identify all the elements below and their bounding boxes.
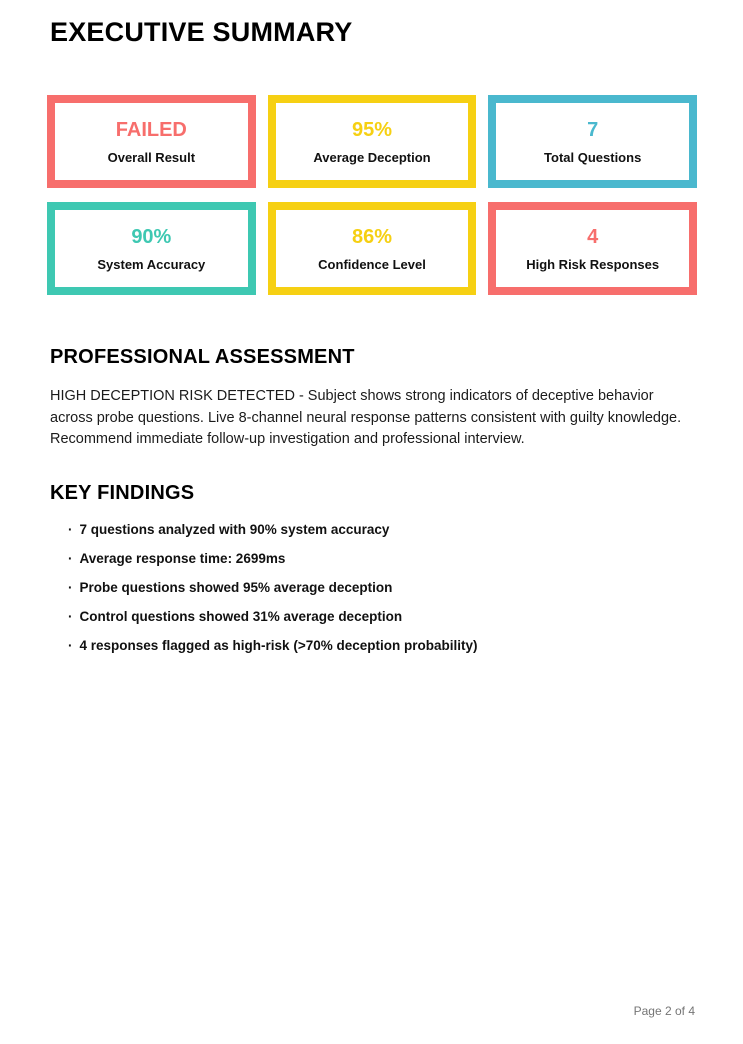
stat-card-value: 90% xyxy=(131,225,172,248)
stat-card xyxy=(47,202,256,295)
key-findings-list xyxy=(68,523,688,668)
stat-card-value: 4 xyxy=(587,225,599,248)
key-finding-item xyxy=(68,639,688,653)
key-finding-text: Average response time: 2699ms xyxy=(79,551,286,566)
stat-card-label: High Risk Responses xyxy=(526,256,660,272)
bullet-icon: · xyxy=(68,522,73,537)
key-finding-item xyxy=(68,523,688,537)
stat-card xyxy=(488,95,697,188)
key-finding-text: Control questions showed 31% average deception xyxy=(79,609,403,624)
bullet-icon: · xyxy=(68,638,73,653)
page-number: Page 2 of 4 xyxy=(633,1004,695,1018)
stat-card-value: FAILED xyxy=(115,118,187,141)
stat-card-value: 86% xyxy=(351,225,392,248)
stat-cards-grid xyxy=(47,95,697,295)
key-findings-heading: KEY FINDINGS xyxy=(50,482,195,504)
stat-card-label: Overall Result xyxy=(107,149,196,165)
stat-card-label: System Accuracy xyxy=(97,256,206,272)
professional-assessment-body: HIGH DECEPTION RISK DETECTED - Subject shows strong indicators of deceptive behavior across probe questions. Live 8-channel neural response patterns consistent with guilty knowledge. Recommend immediate follow-up investigation and professional interview. xyxy=(50,388,682,447)
key-finding-text: 7 questions analyzed with 90% system accuracy xyxy=(79,522,390,537)
stat-card-label: Confidence Level xyxy=(318,256,426,272)
stat-card-value: 95% xyxy=(351,118,392,141)
key-finding-item xyxy=(68,552,688,566)
key-finding-item xyxy=(68,610,688,624)
key-finding-text: 4 responses flagged as high-risk (>70% deception probability) xyxy=(79,638,478,653)
page-title: EXECUTIVE SUMMARY xyxy=(50,17,353,47)
bullet-icon: · xyxy=(68,580,73,595)
stat-card-value: 7 xyxy=(587,118,599,141)
bullet-icon: · xyxy=(68,609,73,624)
key-finding-item xyxy=(68,581,688,595)
stat-card xyxy=(488,202,697,295)
key-finding-text: Probe questions showed 95% average deception xyxy=(79,580,393,595)
stat-card-label: Total Questions xyxy=(544,149,642,165)
stat-card xyxy=(47,95,256,188)
stat-card xyxy=(268,95,477,188)
stat-card xyxy=(268,202,477,295)
professional-assessment-heading: PROFESSIONAL ASSESSMENT xyxy=(50,346,355,368)
bullet-icon: · xyxy=(68,551,73,566)
stat-card-label: Average Deception xyxy=(313,149,431,165)
